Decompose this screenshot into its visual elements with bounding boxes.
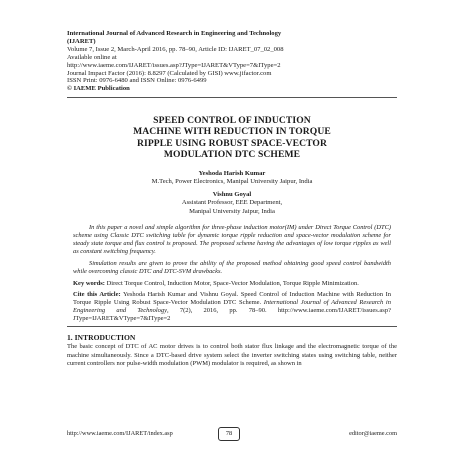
footer-email[interactable]: editor@iaeme.com — [349, 430, 397, 437]
journal-header — [67, 30, 397, 93]
citation-text: Yeshoda Harish Kumar and Vishnu Goyal. Speed Control of Induction Machine with Reduction In Torque Ripple Using Robust Space-Vector Modulation DTC Scheme. — [73, 291, 392, 307]
author-name: Yeshoda Harish Kumar — [198, 170, 266, 178]
abstract-paragraph-2: Simulation results are given to prove the ability of the proposed method obtaining good speed control bandwidth while overcoming classic DTC and DTC-SVM drawbacks. — [73, 259, 391, 275]
publisher-line: © IAEME Publication — [67, 85, 130, 93]
citation-url[interactable]: http://www.iaeme.com/IJARET/issues.asp?JType=IJARET&VType=7&IType=2 — [73, 307, 391, 323]
issue-url[interactable]: http://www.iaeme.com/IJARET/issues.asp?JType=IJARET&VType=7&IType=2 — [67, 61, 281, 69]
header-rule — [67, 97, 397, 98]
impact-factor-line: Journal Impact Factor (2016): 8.8297 (Calculated by GISI) www.jifactor.com — [67, 69, 272, 77]
journal-name-line1: International Journal of Advanced Research in Engineering and Technology — [67, 30, 282, 37]
available-line: Available online at — [67, 53, 117, 61]
citation-rule — [67, 326, 397, 327]
author-affiliation: Manipal University Jaipur, India — [189, 207, 275, 215]
title-line: MODULATION DTC SCHEME — [163, 148, 301, 160]
paper-page — [67, 30, 397, 369]
citation-journal: International Journal of Advanced Research in Engineering and Technology — [73, 299, 391, 315]
issn-line: ISSN Print: 0976-6480 and ISSN Online: 0976-6499 — [67, 77, 207, 85]
title-line: SPEED CONTROL OF INDUCTION — [153, 115, 311, 127]
volume-line: Volume 7, Issue 2, March-April 2016, pp. 78–90, Article ID: IJARET_07_02_008 — [67, 45, 284, 53]
footer-url[interactable]: http://www.iaeme.com/IJARET/index.asp — [67, 430, 173, 437]
title-line: MACHINE WITH REDUCTION IN TORQUE — [133, 126, 331, 138]
keywords-text: Direct Torque Control, Induction Motor, Space-Vector Modulation, Torque Ripple Minimization. — [106, 279, 359, 287]
section-heading: 1. INTRODUCTION — [67, 333, 136, 343]
citation — [73, 291, 391, 323]
page-number: 78 — [218, 427, 240, 441]
author-name: Vishnu Goyal — [212, 190, 252, 198]
citation-volume: , 7(2), 2016, pp. 78–90. — [167, 307, 267, 315]
paper-title — [67, 115, 397, 160]
abstract-paragraph-1: In this paper a novel and simple algorithm for three-phase induction motor(IM) under Direct Torque Control (DTC) scheme using Classic DTC switching table for dynamic torque ripple reduction and space-vector modulation scheme for steady state torque and flux control is proposed. The proposed scheme having the advantages of low torque ripples as well as constant switching frequency. — [73, 224, 391, 255]
author-role: Assistant Professor, EEE Department, — [181, 199, 283, 207]
author-affiliation: M.Tech, Power Electronics, Manipal University Jaipur, India — [151, 178, 313, 186]
citation-label: Cite this Article: — [73, 291, 121, 299]
author-block-1 — [67, 170, 397, 187]
keywords — [73, 280, 391, 288]
page-footer — [67, 428, 397, 440]
author-block-2 — [67, 191, 397, 216]
journal-name-line2: (IJARET) — [67, 37, 96, 45]
title-line: RIPPLE USING ROBUST SPACE-VECTOR — [136, 137, 328, 149]
section-body: The basic concept of DTC of AC motor drives is to control both stator flux linkage and the electromagnetic torque of the machine simultaneously. Since a DTC-based drive system select the inverter switching states using switching table, neither current controllers nor pulse-width modulation (PWM) modulator is required, as shown in — [67, 343, 397, 368]
keywords-label: Key words: — [73, 279, 105, 287]
